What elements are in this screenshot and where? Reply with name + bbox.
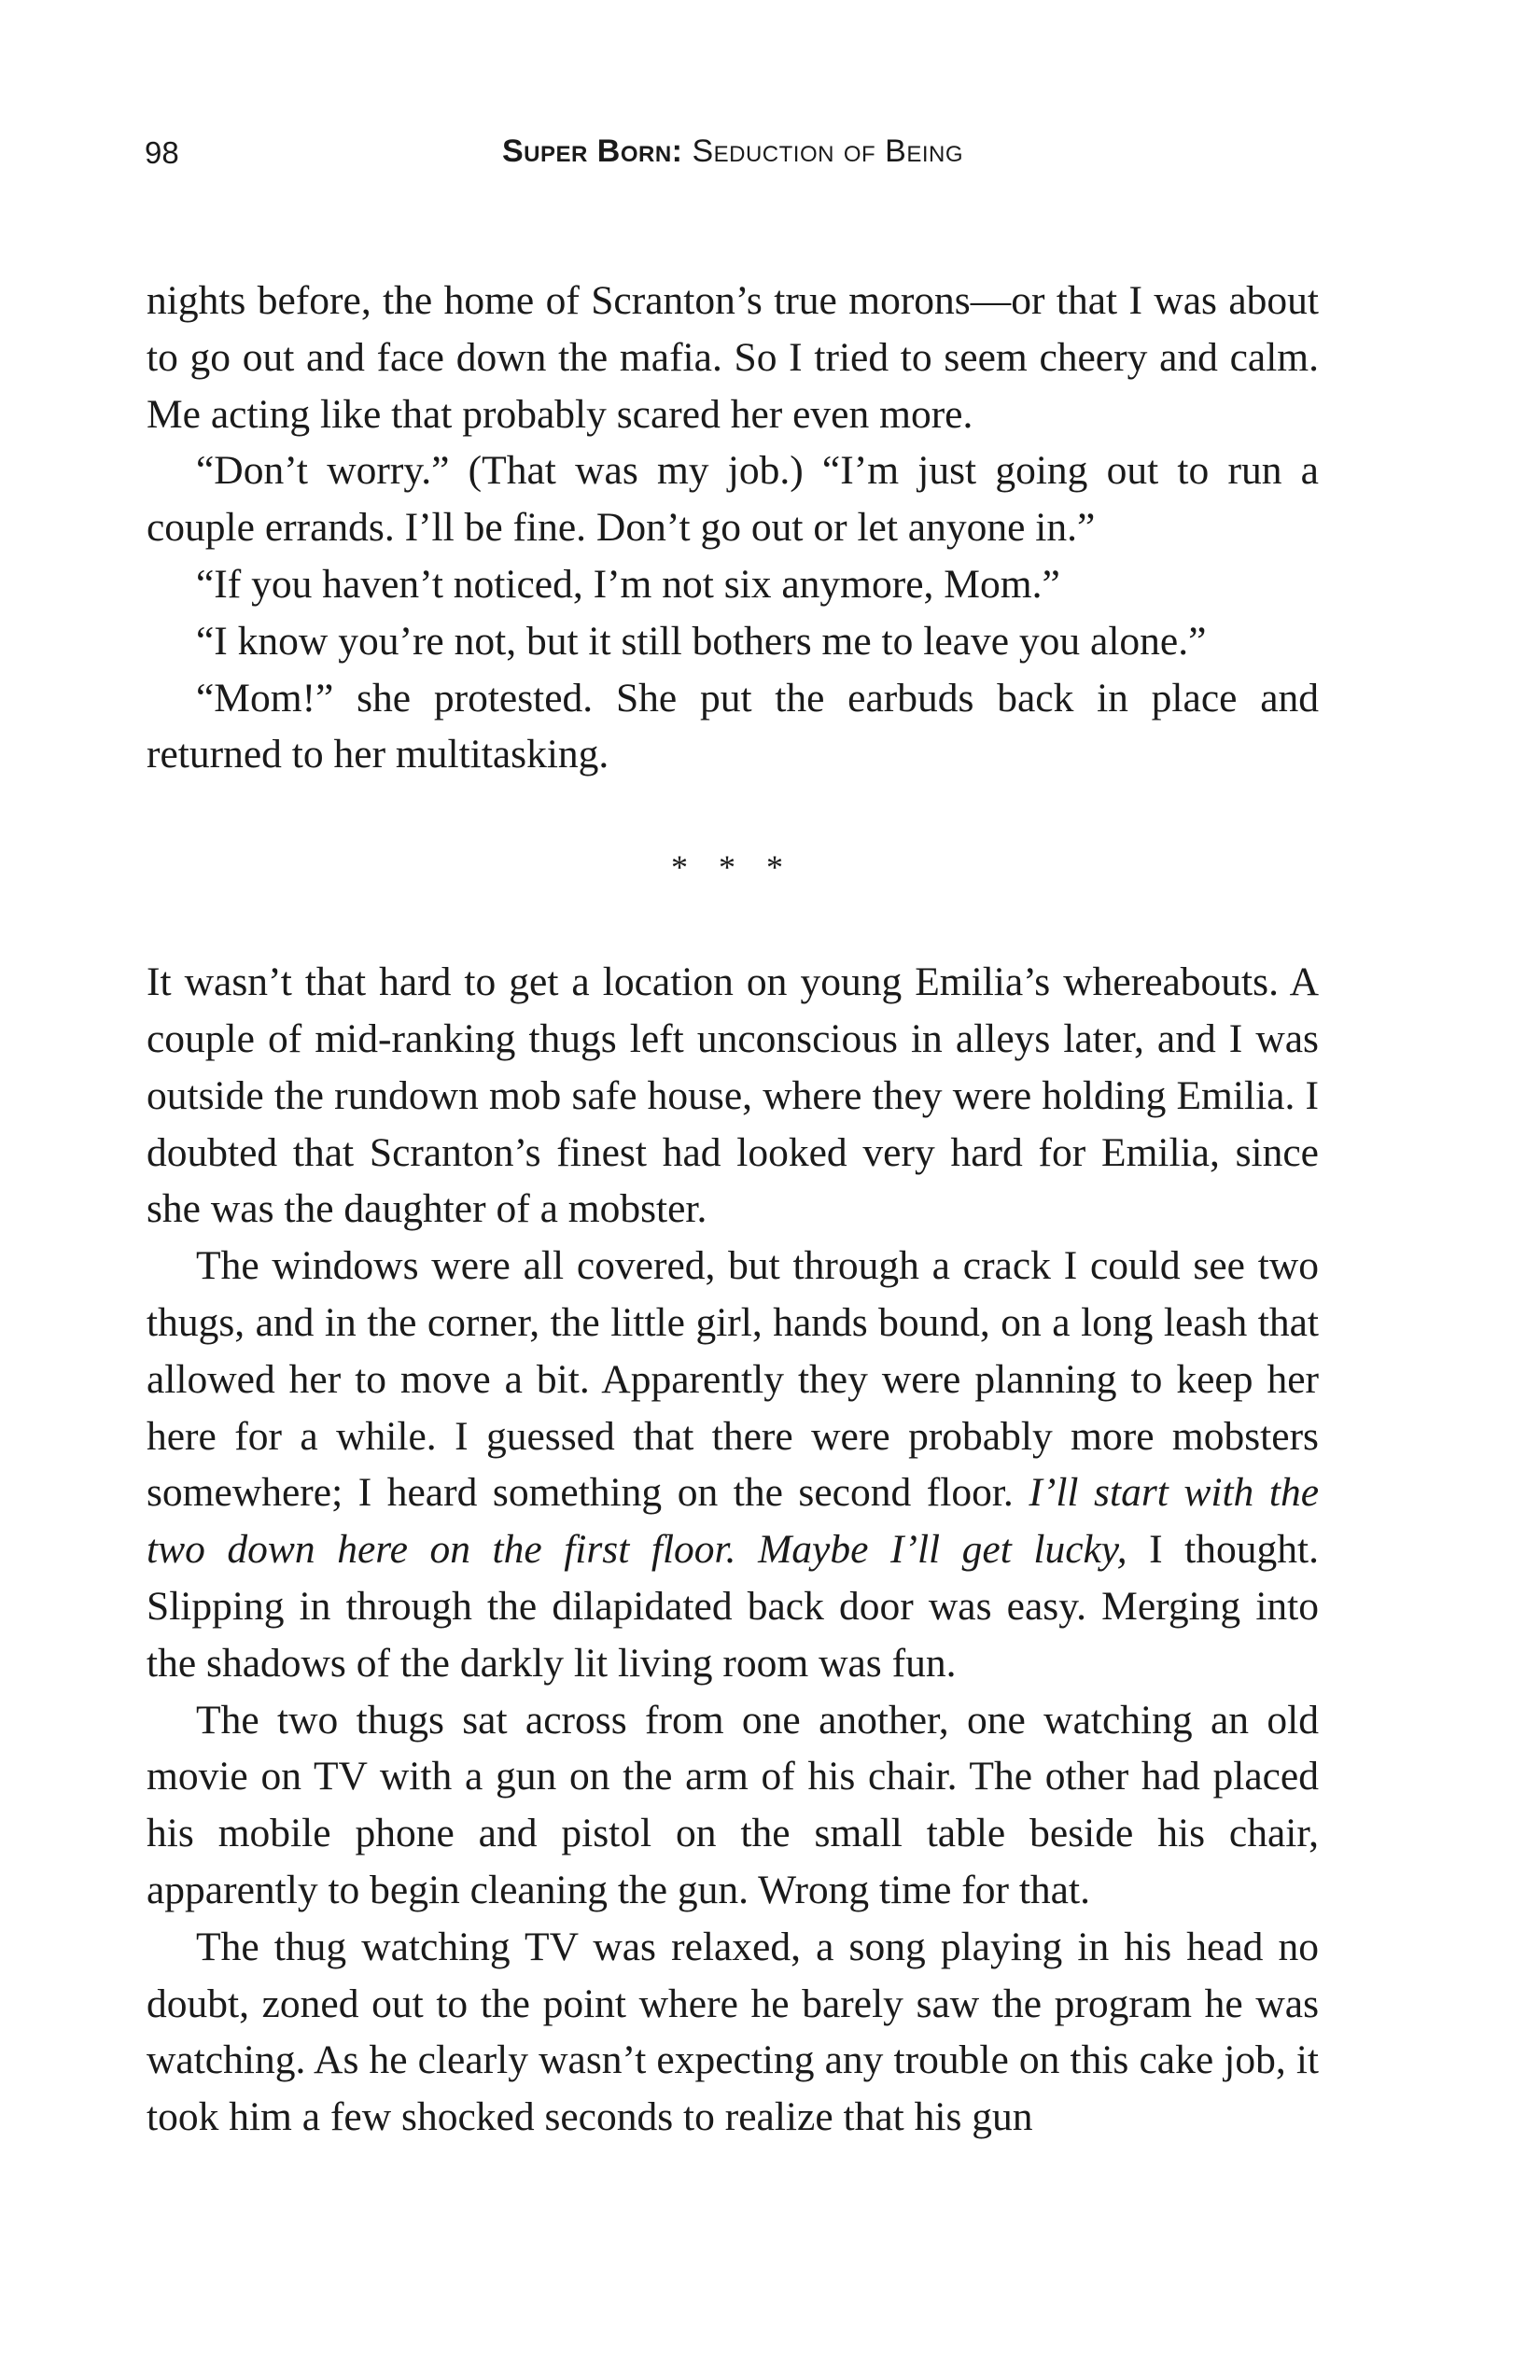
running-title-subtitle: Seduction of Being (692, 133, 964, 169)
running-title-main: Super Born: (501, 133, 683, 169)
paragraph-7-italic-thought: I’ll start with the two down here on the first floor. Maybe I’ll get lucky, (147, 1470, 1319, 1573)
running-title (145, 133, 1321, 170)
paragraph-9: The thug watching TV was relaxed, a song playing in his head no doubt, zoned out to the point where he barely saw the program he was watching. As he clearly wasn’t expecting any trouble on this cake job, it took him a few shocked seconds to realize that his gun (147, 1924, 1319, 2140)
paragraph-5: “Mom!” she protested. She put the earbuds back in place and returned to her multitasking. (147, 675, 1319, 777)
paragraph-7-text-a: The windows were all covered, but through a crack I could see two thugs, and in the corner, the little girl, hands bound, on a long leash that allowed her to move a bit. Apparently they were planning to keep her here for a while. I guessed that there were probably more mobsters somewhere; I heard something on the second floor. (147, 1243, 1319, 1516)
paragraph-3: “If you haven’t noticed, I’m not six anymore, Mom.” (196, 561, 1060, 607)
page-number: 98 (145, 135, 179, 170)
paragraph-2: “Don’t worry.” (That was my job.) “I’m just going out to run a couple errands. I’ll be fine. Don’t go out or let anyone in.” (147, 448, 1319, 551)
paragraph-4: “I know you’re not, but it still bothers me to leave you alone.” (196, 618, 1207, 664)
paragraph-7 (147, 1238, 1319, 1691)
paragraph-6: It wasn’t that hard to get a location on young Emilia’s whereabouts. A couple of mid-ranking thugs left unconscious in alleys later, and I was outside the rundown mob safe house, where they were holding Emilia. I doubted that Scranton’s finest had looked very hard for Emilia, since she was the daughter of a mobster. (147, 959, 1319, 1232)
scene-break: * * * (671, 848, 794, 887)
body-text (147, 273, 1319, 2146)
paragraph-1: nights before, the home of Scranton’s true morons—or that I was about to go out and face down the mafia. So I tried to seem cheery and calm. Me acting like that probably scared her even more. (147, 278, 1319, 437)
running-header (145, 126, 1321, 182)
paragraph-8: The two thugs sat across from one another, one watching an old movie on TV with a gun on the arm of his chair. The other had placed his mobile phone and pistol on the small table beside his chair, apparently to begin cleaning the gun. Wrong time for that. (147, 1697, 1319, 1912)
paragraph-7-text-b: I thought. Slipping in through the dilapidated back door was easy. Merging into the shadows of the darkly lit living room was fun. (147, 1527, 1319, 1686)
